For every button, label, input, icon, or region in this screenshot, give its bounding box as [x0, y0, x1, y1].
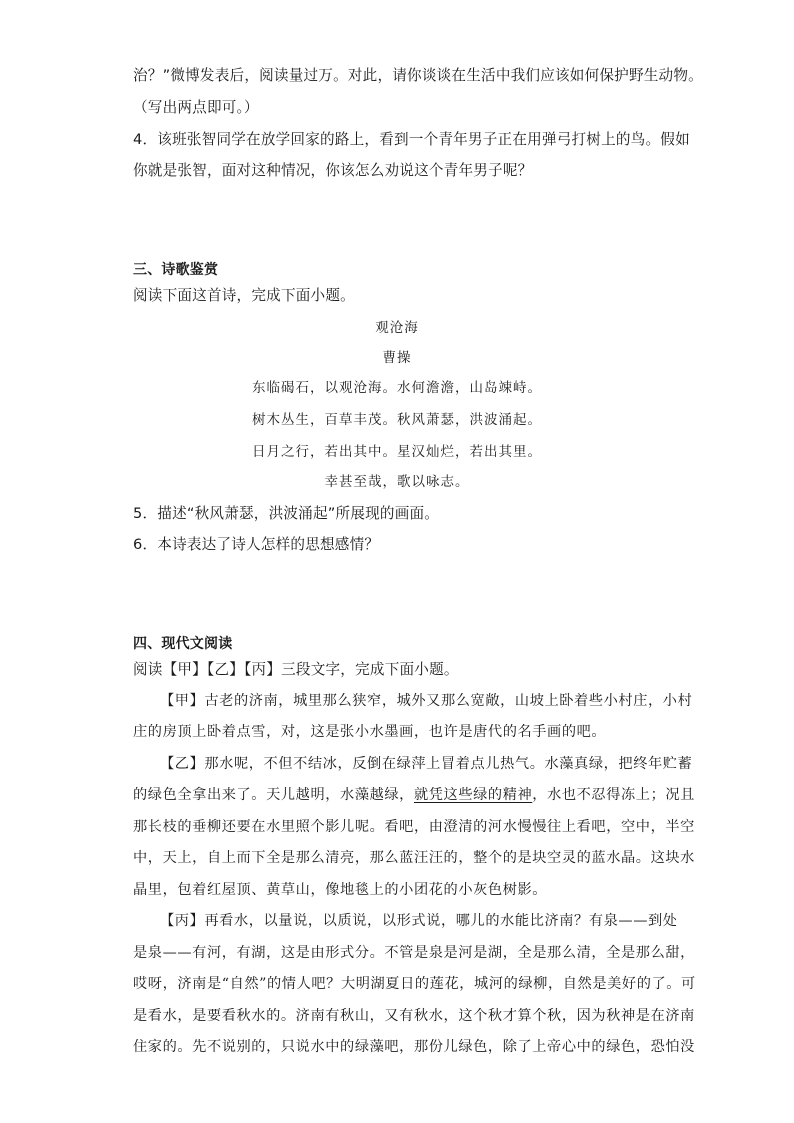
passage-yi-line-4: 中，天上，自上而下全是那么清亮，那么蓝汪汪的，整个的是块空灵的蓝水晶。这块水 [133, 850, 695, 866]
underlined-phrase: 就凭这些绿的精神 [413, 787, 533, 803]
passage-bing-line-2: 是泉——有河，有湖，这是由形式分。不管是泉是河是湖，全是那么清，全是那么甜， [133, 945, 695, 961]
question-5: 5．描述“秋风萧瑟，洪波涌起”所展现的画面。 [133, 505, 440, 522]
modern-reading-instruction: 阅读【甲】【乙】【丙】三段文字，完成下面小题。 [133, 661, 459, 678]
passage-yi-line-3: 那长枝的垂柳还要在水里照个影儿呢。看吧，由澄清的河水慢慢往上看吧，空中，半空 [133, 819, 695, 835]
section-heading-modern-reading: 四、现代文阅读 [133, 636, 233, 652]
passage-yi-line-5: 晶里，包着红屋顶、黄草山，像地毯上的小团花的小灰色树影。 [133, 882, 548, 898]
passage-bing-line-1: 【丙】再看水，以量说，以质说，以形式说，哪儿的水能比济南？有泉——到处 [160, 913, 678, 929]
poem-line: 幸甚至哉，歌以咏志。 [324, 474, 470, 490]
question-4-line-1: 4．该班张智同学在放学回家的路上，看到一个青年男子正在用弹弓打树上的鸟。假如 [133, 131, 690, 148]
passage-bing-line-4: 是看水，是要看秋水的。济南有秋山，又有秋水，这个秋才算个秋，因为秋神是在济南 [133, 1008, 695, 1024]
question-6: 6．本诗表达了诗人怎样的思想感情？ [133, 536, 380, 553]
poem-line: 日月之行，若出其中。星汉灿烂，若出其里。 [252, 444, 542, 460]
passage-yi-line-2-start: 的绿色全拿出来了。天儿越明，水藻越绿， [133, 787, 414, 803]
passage-bing-line-5: 住家的。先不说别的，只说水中的绿藻吧，那份儿绿色，除了上帝心中的绿色，恐怕没 [133, 1039, 695, 1055]
passage-jia-line-1: 【甲】古老的济南，城里那么狭窄，城外又那么宽敞，山坡上卧着些小村庄，小村 [160, 693, 693, 709]
section-heading-poetry: 三、诗歌鉴赏 [133, 262, 219, 278]
passage-yi-line-1: 【乙】那水呢，不但不结冰，反倒在绿萍上冒着点儿热气。水藻真绿，把终年贮蓄 [160, 756, 693, 772]
question-4-line-2: 你就是张智，面对这种情况，你该怎么劝说这个青年男子呢？ [133, 162, 533, 179]
poem-author: 曹操 [382, 350, 412, 366]
poem-line: 东临碣石，以观沧海。水何澹澹，山岛竦峙。 [252, 380, 542, 396]
passage-yi-line-2 [133, 785, 695, 805]
passage-jia-line-2: 庄的房顶上卧着点雪，对，这是张小水墨画，也许是唐代的名手画的吧。 [133, 724, 607, 740]
poem-line: 树木丛生，百草丰茂。秋风萧瑟，洪波涌起。 [252, 412, 542, 428]
q3-continuation-line-1: 治？”微博发表后，阅读量过万。对此，请你谈谈在生活中我们应该如何保护野生动物。 [133, 67, 703, 84]
poetry-instruction: 阅读下面这首诗，完成下面小题。 [133, 287, 355, 304]
poem-title: 观沧海 [375, 320, 419, 336]
passage-yi-line-2-end: ，水也不忍得冻上；况且 [532, 787, 695, 803]
passage-bing-line-3: 哎呀，济南是“自然”的情人吧？大明湖夏日的莲花，城河的绿柳，自然是美好的了。可 [133, 976, 696, 992]
q3-continuation-line-2: （写出两点即可。） [133, 99, 259, 116]
